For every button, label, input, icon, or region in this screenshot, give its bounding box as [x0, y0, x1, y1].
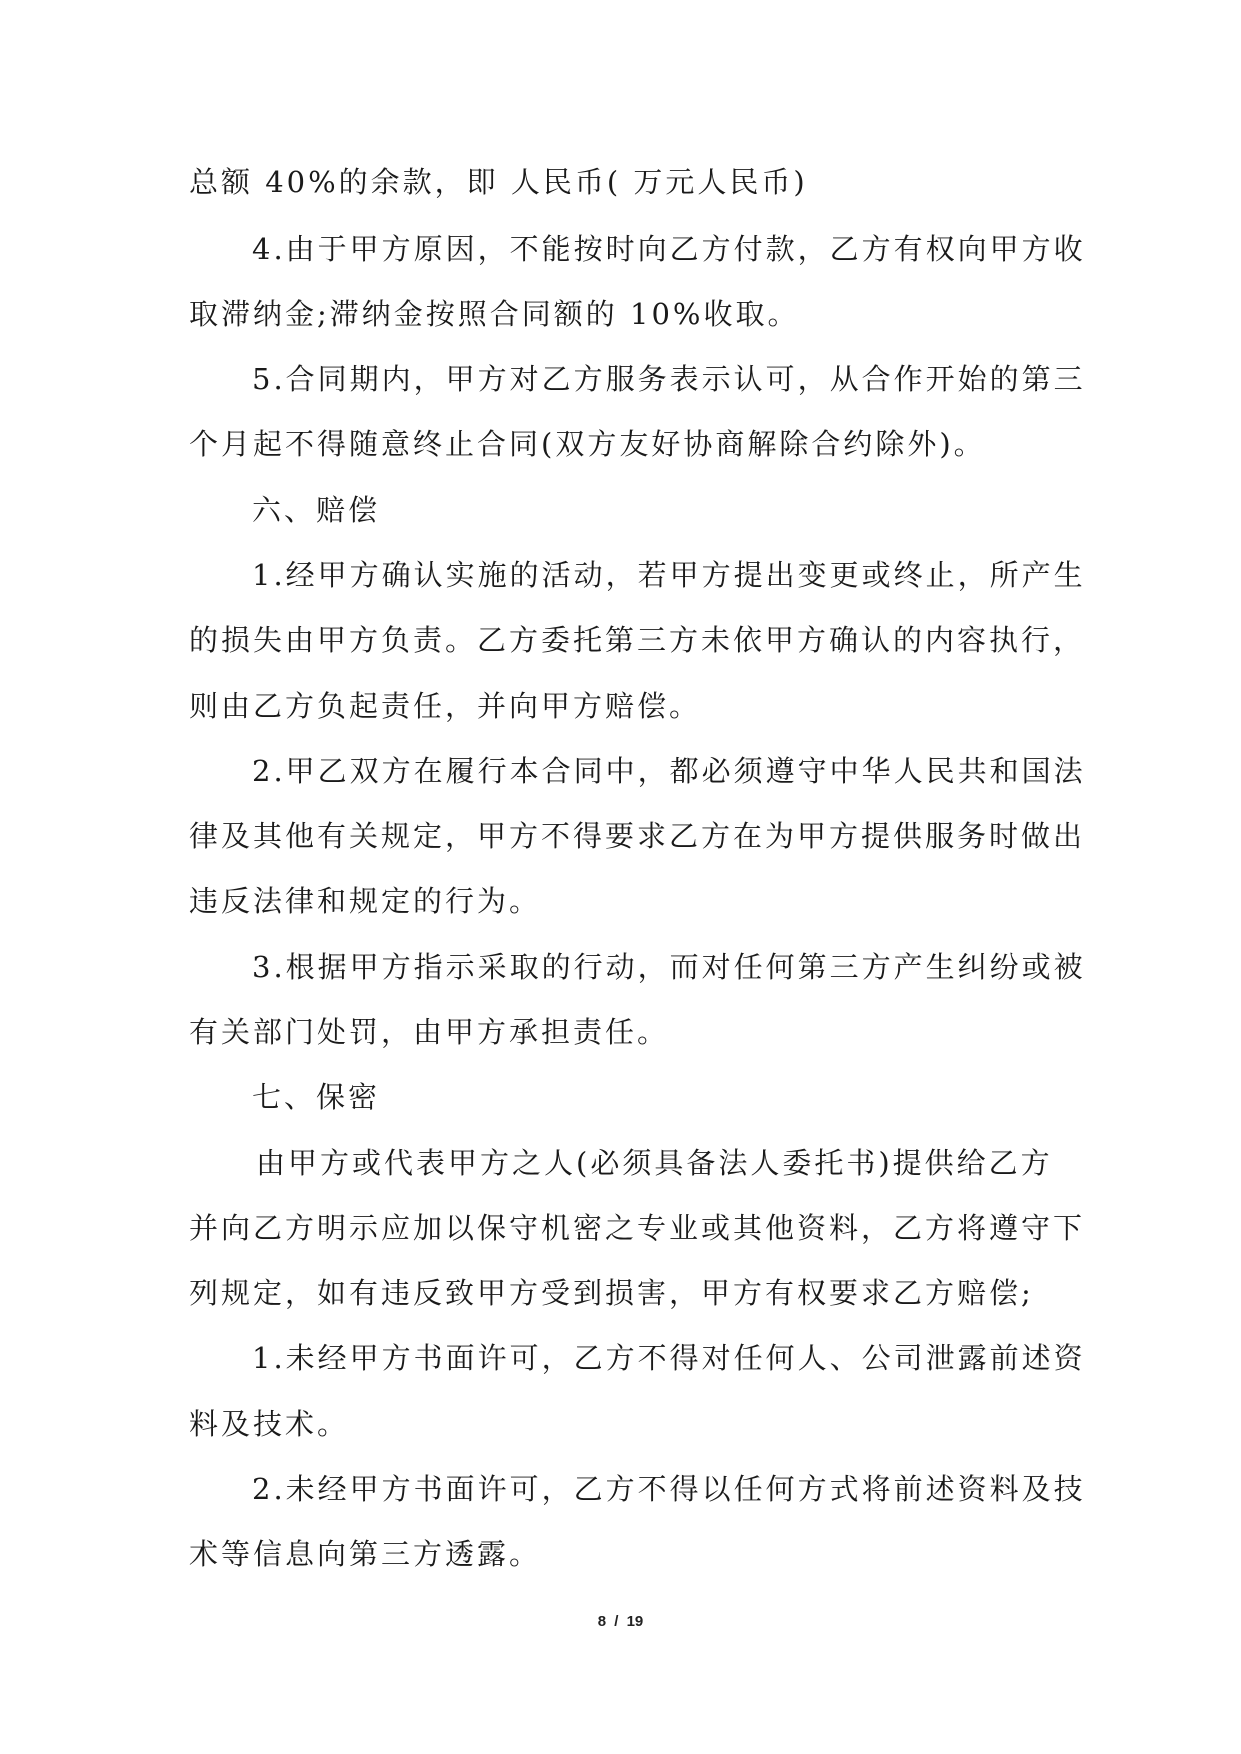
total-page-count: 19	[626, 1613, 644, 1630]
body-text-line: 4.由于甲方原因，不能按时向乙方付款，乙方有权向甲方收	[252, 232, 1086, 266]
page-number-separator: /	[614, 1613, 619, 1630]
body-text-line: 个月起不得随意终止合同(双方友好协商解除合约除外)。	[189, 427, 986, 461]
body-text-line: 律及其他有关规定，甲方不得要求乙方在为甲方提供服务时做出	[189, 819, 1086, 853]
body-text-line: 取滞纳金;滞纳金按照合同额的 10%收取。	[189, 297, 800, 331]
body-text-line: 2.未经甲方书面许可，乙方不得以任何方式将前述资料及技	[252, 1472, 1086, 1506]
page-number	[0, 1612, 1241, 1632]
body-text-line: 的损失由甲方负责。乙方委托第三方未依甲方确认的内容执行，	[189, 623, 1086, 657]
body-text-line: 料及技术。	[189, 1407, 350, 1441]
current-page-number: 8	[597, 1613, 607, 1630]
section-heading: 七、保密	[252, 1080, 381, 1114]
body-text-line: 并向乙方明示应加以保守机密之专业或其他资料，乙方将遵守下	[189, 1211, 1086, 1245]
body-text-line: 由甲方或代表甲方之人(必须具备法人委托书)提供给乙方	[256, 1146, 1053, 1180]
section-heading: 六、赔偿	[252, 493, 381, 527]
body-text-line: 术等信息向第三方透露。	[189, 1537, 542, 1571]
body-text-line: 则由乙方负起责任，并向甲方赔偿。	[189, 689, 702, 723]
body-text-line: 违反法律和规定的行为。	[189, 884, 542, 918]
body-text-line: 列规定，如有违反致甲方受到损害，甲方有权要求乙方赔偿;	[189, 1276, 1034, 1310]
body-text-line: 5.合同期内，甲方对乙方服务表示认可，从合作开始的第三	[252, 362, 1086, 396]
body-text-line: 总额 40%的余款，即 人民币( 万元人民币)	[189, 165, 808, 199]
body-text-line: 2.甲乙双方在履行本合同中，都必须遵守中华人民共和国法	[252, 754, 1086, 788]
body-text-line: 有关部门处罚，由甲方承担责任。	[189, 1015, 670, 1049]
body-text-line: 1.未经甲方书面许可，乙方不得对任何人、公司泄露前述资	[252, 1341, 1086, 1375]
body-text-line: 3.根据甲方指示采取的行动，而对任何第三方产生纠纷或被	[252, 950, 1086, 984]
body-text-line: 1.经甲方确认实施的活动，若甲方提出变更或终止，所产生	[252, 558, 1086, 592]
